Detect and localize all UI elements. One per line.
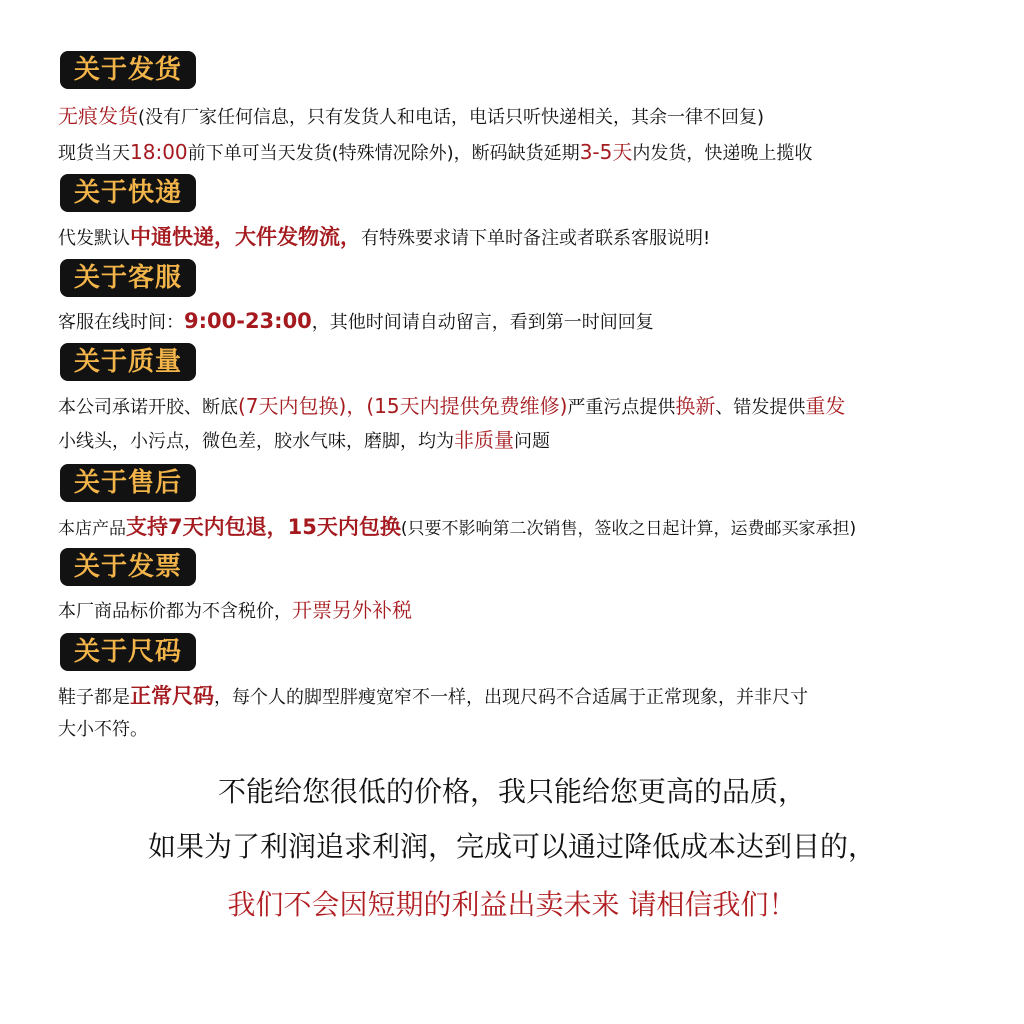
section-title-service: 关于客服 <box>60 259 196 297</box>
service-line-1 <box>58 309 654 335</box>
text: 严重污点提供 <box>567 397 676 418</box>
text: (没有厂家任何信息，只有发货人和电话，电话只听快递相关，其余一律不回复) <box>138 107 765 128</box>
section-title-invoice: 关于发票 <box>60 548 196 586</box>
highlight: 中通快递，大件发物流， <box>130 225 361 249</box>
section-title-courier: 关于快递 <box>60 174 196 212</box>
shipping-line-2 <box>58 140 812 166</box>
highlight: 9:00-23:00 <box>184 309 312 333</box>
highlight: 换新 <box>675 394 716 418</box>
highlight: 开票另外补税 <box>292 598 412 622</box>
text: 现货当天 <box>58 143 130 164</box>
slogan-line-1: 不能给您很低的价格，我只能给您更高的品质， <box>217 775 806 808</box>
text: 内发货，快递晚上揽收 <box>632 143 813 164</box>
text: 鞋子都是 <box>58 687 130 708</box>
text: 本公司承诺开胶、断底 <box>58 397 238 418</box>
text: 有特殊要求请下单时备注或者联系客服说明! <box>361 228 711 249</box>
slogan-line-3: 我们不会因短期的利益出卖未来 请相信我们！ <box>227 888 797 921</box>
text: 前下单可当天发货(特殊情况除外)，断码缺货延期 <box>187 143 580 164</box>
text: 客服在线时间： <box>58 312 184 333</box>
section-title-quality: 关于质量 <box>60 343 196 381</box>
courier-line-1 <box>58 225 710 251</box>
text: 本厂商品标价都为不含税价， <box>58 601 292 622</box>
highlight: 18:00 <box>130 140 188 164</box>
highlight: (7天内包换)，(15天内提供免费维修) <box>238 394 568 418</box>
size-line-2: 大小不符。 <box>58 719 148 740</box>
size-line-1 <box>58 684 808 710</box>
highlight: 重发 <box>805 394 846 418</box>
section-title-size: 关于尺码 <box>60 633 196 671</box>
quality-line-2 <box>58 428 550 454</box>
text: 本店产品 <box>58 519 126 539</box>
text: ，其他时间请自动留言，看到第一时间回复 <box>311 312 654 333</box>
aftersale-line-1 <box>58 515 856 541</box>
text: 小线头，小污点，微色差，胶水气味，磨脚，均为 <box>58 431 454 452</box>
text: (只要不影响第二次销售，签收之日起计算，运费邮买家承担) <box>400 519 857 539</box>
highlight: 支持7天内包退，15天内包换 <box>126 515 401 539</box>
section-title-shipping: 关于发货 <box>60 51 196 89</box>
highlight: 3-5天 <box>579 140 633 164</box>
highlight: 正常尺码 <box>130 684 214 708</box>
section-title-aftersale: 关于售后 <box>60 464 196 502</box>
highlight: 非质量 <box>454 428 514 452</box>
text: ，每个人的脚型胖瘦宽窄不一样，出现尺码不合适属于正常现象，并非尺寸 <box>214 687 808 708</box>
highlight: 无痕发货 <box>58 104 138 128</box>
quality-line-1 <box>58 394 845 420</box>
text: 问题 <box>514 431 550 452</box>
slogan-line-2: 如果为了利润追求利润，完成可以通过降低成本达到目的， <box>147 830 876 863</box>
text: 代发默认 <box>58 228 130 249</box>
text: 、错发提供 <box>715 397 806 418</box>
shipping-line-1 <box>58 104 764 130</box>
invoice-line-1 <box>58 598 412 624</box>
